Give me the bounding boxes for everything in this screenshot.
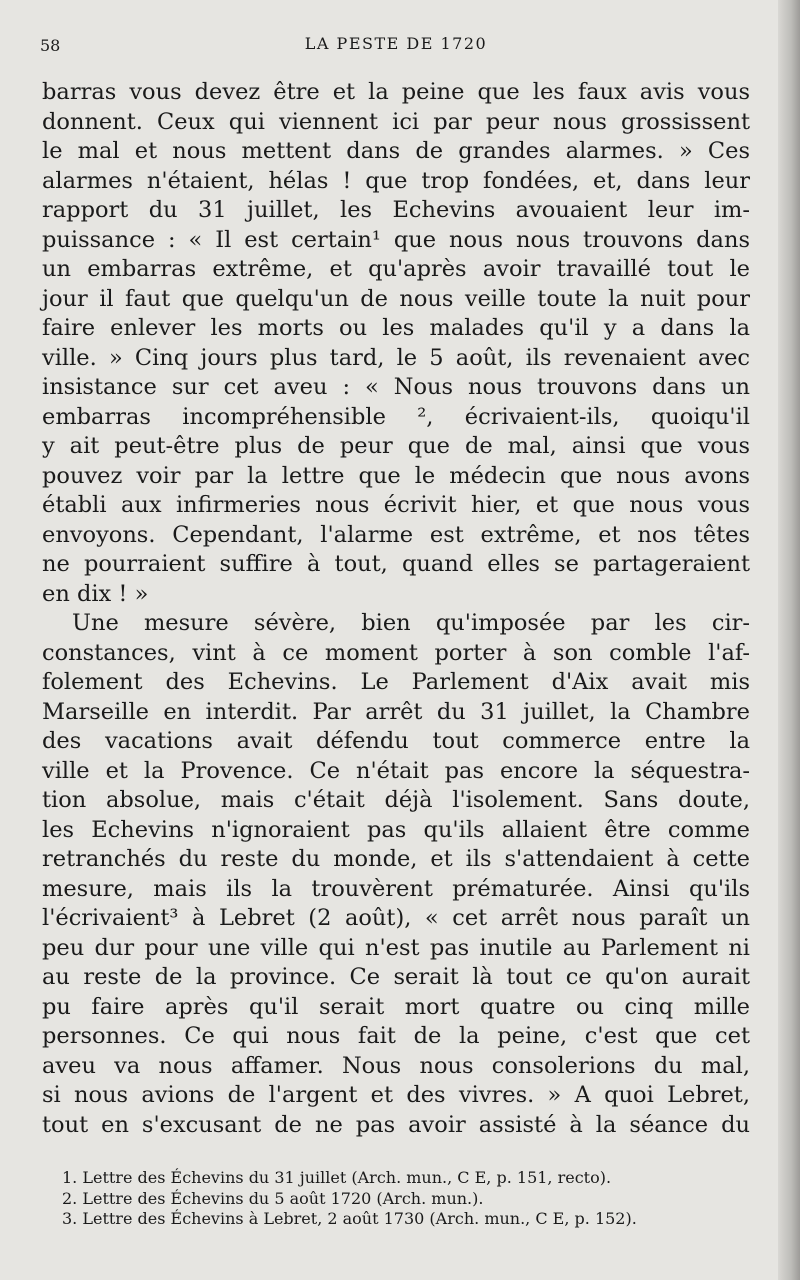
text-line: y ait peut-être plus de peur que de mal, ainsi que vous [42, 433, 750, 459]
footnotes [62, 1168, 752, 1230]
text-line: établi aux infirmeries nous écrivit hier, et que nous vous [42, 492, 750, 518]
page-header [40, 34, 752, 58]
running-title: LA PESTE DE 1720 [304, 34, 488, 53]
text-line: rapport du 31 juillet, les Echevins avouaient leur im- [42, 197, 750, 223]
text-line: Une mesure sévère, bien qu'imposée par les cir- [72, 610, 750, 636]
body-text [42, 78, 750, 1140]
text-line: les Echevins n'ignoraient pas qu'ils allaient être comme [42, 816, 750, 843]
text-line: tout en s'excusant de ne pas avoir assisté à la séance du [42, 1111, 750, 1138]
text-line: folement des Echevins. Le Parlement d'Aix avait mis [42, 669, 750, 695]
text-line: aveu va nous affamer. Nous nous consolerions du mal, [42, 1052, 750, 1079]
text-line: peu dur pour une ville qui n'est pas inutile au Parlement ni [42, 934, 750, 961]
text-line: insistance sur cet aveu : « Nous nous trouvons dans un [42, 374, 750, 400]
text-line: alarmes n'étaient, hélas ! que trop fondées, et, dans leur [42, 167, 750, 194]
text-line: embarras incompréhensible ², écrivaient-ils, quoiqu'il [42, 403, 750, 430]
text-line: tion absolue, mais c'était déjà l'isolement. Sans doute, [42, 787, 750, 813]
text-line: des vacations avait défendu tout commerce entre la [42, 728, 750, 754]
text-line: Marseille en interdit. Par arrêt du 31 juillet, la Chambre [42, 698, 750, 725]
text-line: jour il faut que quelqu'un de nous veille toute la nuit pour [42, 285, 750, 312]
text-line: mesure, mais ils la trouvèrent prématurée. Ainsi qu'ils [42, 875, 750, 902]
footnote: 3. Lettre des Échevins à Lebret, 2 août 1730 (Arch. mun., C E, p. 152). [62, 1209, 637, 1228]
page-edge-shadow [778, 0, 800, 1280]
text-line: ne pourraient suffire à tout, quand elles se partageraient [42, 551, 750, 577]
text-line: en dix ! » [42, 580, 149, 607]
text-line: faire enlever les morts ou les malades qu'il y a dans la [42, 315, 750, 341]
text-line: au reste de la province. Ce serait là tout ce qu'on aurait [42, 964, 750, 990]
text-line: donnent. Ceux qui viennent ici par peur nous grossissent [42, 108, 750, 135]
footnote: 2. Lettre des Échevins du 5 août 1720 (Arch. mun.). [62, 1188, 484, 1208]
text-line: l'écrivaient³ à Lebret (2 août), « cet arrêt nous paraît un [42, 905, 750, 931]
text-line: envoyons. Cependant, l'alarme est extrême, et nos têtes [42, 521, 750, 548]
text-line: puissance : « Il est certain¹ que nous nous trouvons dans [42, 226, 750, 253]
page-number: 58 [40, 36, 61, 55]
footnote: 1. Lettre des Échevins du 31 juillet (Arch. mun., C E, p. 151, recto). [62, 1168, 612, 1187]
text-line: retranchés du reste du monde, et ils s'attendaient à cette [42, 846, 750, 872]
text-line: personnes. Ce qui nous fait de la peine, c'est que cet [42, 1023, 750, 1049]
text-line: un embarras extrême, et qu'après avoir travaillé tout le [42, 256, 750, 282]
text-line: si nous avions de l'argent et des vivres. » A quoi Lebret, [42, 1082, 750, 1108]
text-line: pouvez voir par la lettre que le médecin que nous avons [42, 462, 750, 489]
text-line: pu faire après qu'il serait mort quatre ou cinq mille [42, 993, 750, 1020]
text-line: ville et la Provence. Ce n'était pas encore la séquestra- [42, 757, 750, 784]
text-line: ville. » Cinq jours plus tard, le 5 août, ils revenaient avec [42, 344, 750, 371]
text-line: barras vous devez être et la peine que les faux avis vous [42, 79, 750, 105]
text-line: constances, vint à ce moment porter à son comble l'af- [42, 639, 750, 666]
text-line: le mal et nous mettent dans de grandes alarmes. » Ces [42, 138, 750, 164]
